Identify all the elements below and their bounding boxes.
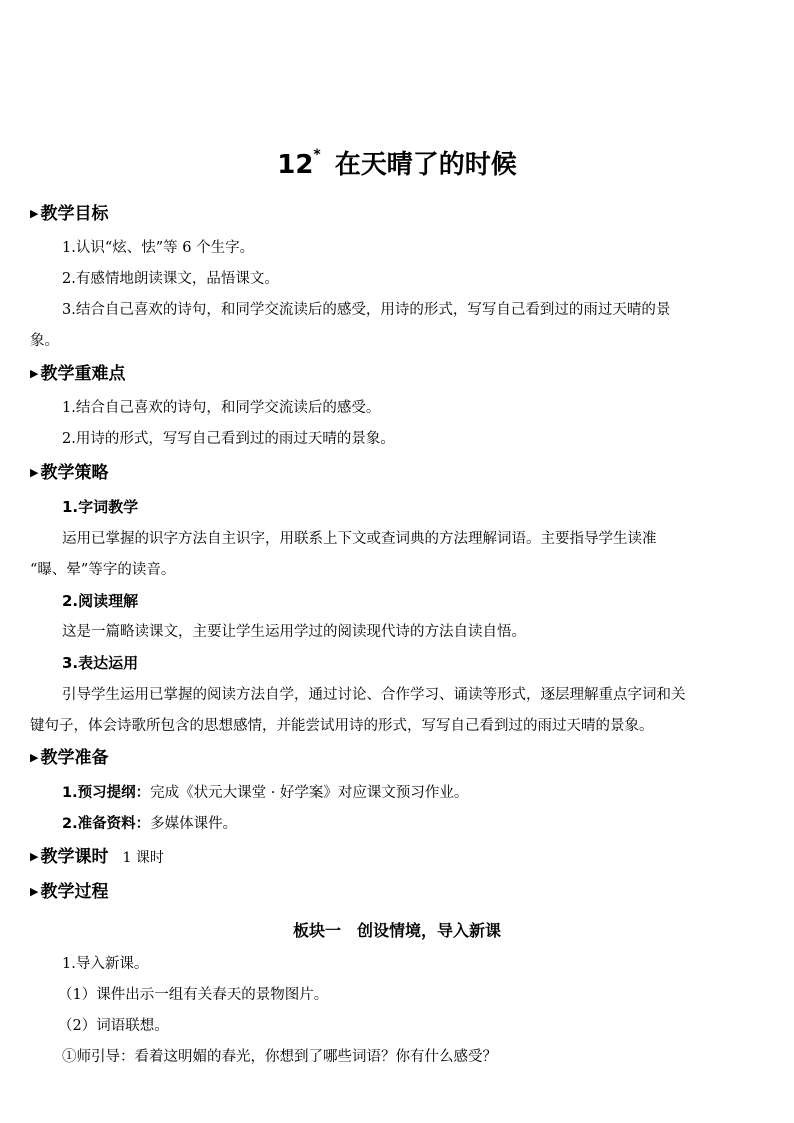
triangle-bullet-icon: ▶	[30, 207, 39, 220]
heading-strategy: ▶ 教学策略	[30, 463, 109, 483]
strategy-text: 键句子，体会诗歌所包含的思想感情，并能尝试用诗的形式，写写自己看到过的雨过天晴的景象。	[30, 718, 654, 734]
goal-item: 3.结合自己喜欢的诗句，和同学交流读后的感受，用诗的形式，写写自己看到过的雨过天晴的景	[62, 302, 671, 318]
heading-key-points: ▶ 教学重难点	[30, 364, 126, 384]
triangle-bullet-icon: ▶	[30, 885, 39, 898]
process-line: （1）课件出示一组有关春天的景物图片。	[58, 987, 329, 1003]
goal-item: 1.认识“炫、怯”等 6 个生字。	[62, 240, 255, 256]
triangle-bullet-icon: ▶	[30, 466, 39, 479]
triangle-bullet-icon: ▶	[30, 850, 39, 863]
process-line: ①师引导：看着这明媚的春光，你想到了哪些词语？你有什么感受？	[62, 1049, 497, 1065]
goal-item-continued: 象。	[30, 333, 59, 349]
strategy-subtitle: 2.阅读理解	[62, 592, 139, 610]
lesson-title: 在天晴了的时候	[334, 150, 517, 180]
strategy-text: 这是一篇略读课文，主要让学生运用学过的阅读现代诗的方法自读自悟。	[62, 624, 526, 640]
prep-item: 1.预习提纲：完成《状元大课堂 · 好学案》对应课文预习作业。	[62, 785, 469, 801]
key-point-item: 2.用诗的形式，写写自己看到过的雨过天晴的景象。	[62, 431, 395, 447]
key-point-item: 1.结合自己喜欢的诗句，和同学交流读后的感受。	[62, 400, 381, 416]
lesson-number: 12*	[277, 147, 321, 180]
strategy-subtitle: 1.字词教学	[62, 498, 139, 516]
strategy-text: “曝、晕”等字的读音。	[30, 562, 176, 578]
strategy-subtitle: 3.表达运用	[62, 654, 139, 672]
heading-prep: ▶ 教学准备	[30, 748, 109, 768]
triangle-bullet-icon: ▶	[30, 751, 39, 764]
triangle-bullet-icon: ▶	[30, 367, 39, 380]
page-title	[0, 144, 794, 181]
process-line: （2）词语联想。	[58, 1018, 169, 1034]
process-line: 1.导入新课。	[62, 956, 149, 972]
heading-hours: ▶ 教学课时 1 课时	[30, 847, 164, 867]
goal-item: 2.有感情地朗读课文，品悟课文。	[62, 271, 279, 287]
heading-process: ▶ 教学过程	[30, 882, 109, 902]
prep-item: 2.准备资料：多媒体课件。	[62, 816, 238, 832]
strategy-text: 引导学生运用已掌握的阅读方法自学，通过讨论、合作学习、诵读等形式，逐层理解重点字词和关	[62, 687, 686, 703]
strategy-text: 运用已掌握的识字方法自主识字，用联系上下文或查词典的方法理解词语。主要指导学生读准	[62, 531, 657, 547]
heading-goals: ▶ 教学目标	[30, 204, 109, 224]
hours-value: 1 课时	[122, 850, 164, 866]
section-title: 板块一 创设情境，导入新课	[292, 921, 501, 940]
